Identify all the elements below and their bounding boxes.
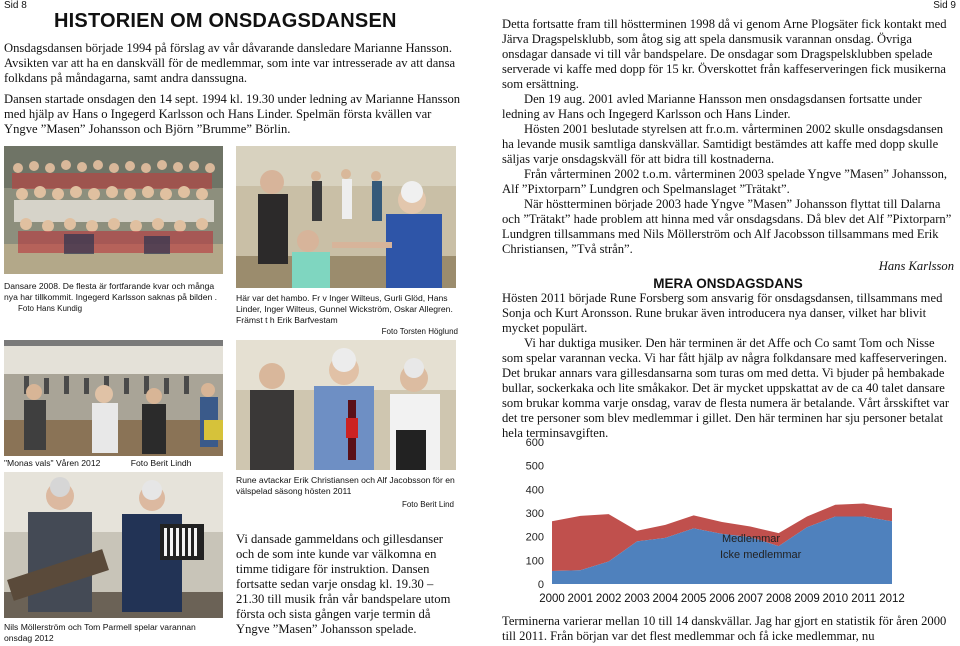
y-tick-label: 100 [525,555,544,568]
x-tick-label: 2010 [822,593,849,605]
photo-dancers-caption-text: Dansare 2008. De flesta är fortfarande kvar och många nya har tillkommit. Ingegerd Karlsson saknas på bilden . [4,281,218,302]
photo-rune-credit: Foto Berit Lind [401,500,454,509]
x-tick-label: 2012 [879,593,905,605]
signature: Hans Karlsson [878,259,954,273]
right-paragraph-4: Från vårterminen 2002 t.o.m. vårterminen 2003 spelade Yngve ”Masen” Johansson, Alf ”Pixtorparn” Lundgren och Spelmanslaget ”Trätakt”. [502,167,948,196]
intro-text [4,41,464,137]
page-number-right: Sid 9 [933,0,956,11]
x-tick-label: 2002 [595,593,622,605]
right-paragraph-7: Vi har duktiga musiker. Den här terminen är det Affe och Co samt Tom och Nisse som spelar varannan vecka. Vi har fått hjälp av några folkdansare med kaffeserveringen. Det brukar annars vara gillesdansarna som turas om med detta. Vi bjuder på hembakade bullar, sockerkaka och lite småkakor. Det är mycket uppskattat av de ca 40 talet dansare som brukar komma varje onsdag, varav de flesta numera är betalande. Vårt årsskiftet var det tre personer som blev medlemmar i gillet. Den här terminen har sju personer betalat hela terminsavgiften. [502,336,950,440]
photo-monas-vals-caption [4,458,223,469]
photo-dancers-credit: Foto Hans Kundig [18,304,83,313]
photo-hambo [236,146,456,288]
x-tick-label: 2007 [737,593,764,605]
page-number-left: Sid 8 [4,0,27,11]
x-tick-label: 2000 [539,593,565,605]
x-tick-label: 2004 [652,593,679,605]
y-tick-label: 300 [525,508,544,520]
right-paragraph-5: När höstterminen började 2003 hade Yngve ”Masen” Johansson flyttat till Dalarna och ”Trätakt” hade problem att hinna med vår onsdagsdans. Då blev det Alf ”Pixtorparn” Lundgren tillsammans med Nils Möllerström och Alf Jacobsson tillsammans med Erik Christiansen, ”Två strån”. [502,197,952,256]
x-tick-label: 2005 [680,593,707,605]
attendance-chart-svg [500,434,905,610]
attendance-chart [500,434,905,610]
intro-paragraph-1: Onsdagsdansen började 1994 på förslag av vår dåvarande dansledare Marianne Hansson. Avsikten var att ha en danskväll för de medlemmar, som inte var intresserade av att dansa folkdans på måndagarna, samt andra danssugna. [4,41,456,85]
y-tick-label: 500 [525,460,544,473]
article-title: HISTORIEN OM ONSDAGSDANSEN [54,10,397,32]
x-tick-label: 2008 [765,593,792,605]
photo-monas-vals-caption-text: "Monas vals" Våren 2012 [4,458,101,468]
photo-musicians [4,472,223,618]
right-paragraph-3: Hösten 2001 beslutade styrelsen att fr.o.m. vårterminen 2002 skulle onsdagsdansen ha levande musik samtliga danskvällar. Samtidigt bestämdes att kaffe med dopp skulle säljas varje onsdagskväll för att bidra till kostnaderna. [502,122,944,166]
photo-dancers-caption [4,281,219,314]
photo-dancers-2008 [4,146,223,274]
photo-hambo-credit: Foto Torsten Höglund [381,327,458,336]
photo-monas-vals-credit: Foto Berit Lindh [130,458,192,468]
right-column-text [502,17,954,441]
right-paragraph-6: Hösten 2011 började Rune Forsberg som ansvarig för onsdagsdansen, tillsammans med Sonja och Kurt Aronsson. Rune brukar även introducera nya danser, vilket har blivit mycket populärt. [502,291,943,335]
x-tick-label: 2001 [567,593,594,605]
photo-hambo-caption [236,293,460,337]
x-tick-label: 2003 [624,593,650,605]
x-tick-label: 2006 [709,593,735,605]
photo-rune-caption [236,475,460,510]
right-paragraph-1: Detta fortsatte fram till höstterminen 1998 då vi genom Arne Plogsäter fick kontakt med Järva Dragspelsklubb, som åtog sig att spela dansmusik varannan onsdag. Övriga onsdagar dansade vi till vår bandspelare. De onsdagar som Dragspelsklubben spelade serverade vi kaffe med dopp för 15 kr. Överskottet från kaffeserveringen fick musikerna som ersättning. [502,17,947,91]
photo-rune-avtackar [236,340,456,470]
photo-hambo-caption-text: Här var det hambo. Fr v Inger Wilteus, Gurli Glöd, Hans Linder, Inger Wilteus, Gunnel Wickström, Oskar Allegren. Främst t h Erik Barfvestam [236,293,453,325]
right-paragraph-2: Den 19 aug. 2001 avled Marianne Hansson men onsdagsdansen fortsatte under ledning av Hans och Ingegerd Karlsson och Hans Linder. [502,92,922,121]
bottom-text-left: Vi dansade gammeldans och gillesdanser och de som inte kunde var välkomna en timme tidigare för instruktion. Dansen fortsatte sedan varje onsdag kl. 19.30 – 21.30 till musik från vår bandspelare utom första och sista gången varje termin då Yngve ”Masen” Johansson spelade. [236,532,451,636]
x-tick-label: 2009 [794,593,820,605]
photo-monas-vals [4,340,223,456]
photo-musicians-caption: Nils Möllerström och Tom Parmell spelar varannan onsdag 2012 [4,622,196,643]
right-paragraph-8: Terminerna varierar mellan 10 till 14 danskvällar. Jag har gjort en statistik för åren 2000 till 2011. Från början var det flest medlemmar och få icke medlemmar, nu [502,614,947,643]
y-tick-label: 0 [537,579,544,591]
photo-rune-caption-text: Rune avtackar Erik Christiansen och Alf Jacobsson för en välspelad säsong hösten 2011 [236,475,455,496]
y-tick-label: 400 [525,484,544,497]
subheading-mera-onsdagsdans: MERA ONSDAGSDANS [653,276,803,291]
x-tick-label: 2011 [851,593,877,605]
series-label-medlemmar: Medlemmar [722,532,781,545]
y-tick-label: 200 [525,531,544,544]
y-tick-label: 600 [525,437,544,449]
intro-paragraph-2: Dansen startade onsdagen den 14 sept. 1994 kl. 19.30 under ledning av Marianne Hansson med hjälp av Hans o Ingegerd Karlsson och Hans Linder. Spelmän första kvällen var Yngve ”Masen” Johansson och Björn ”Brumme” Börlin. [4,92,461,136]
series-label-icke-medlemmar: Icke medlemmar [720,548,802,561]
